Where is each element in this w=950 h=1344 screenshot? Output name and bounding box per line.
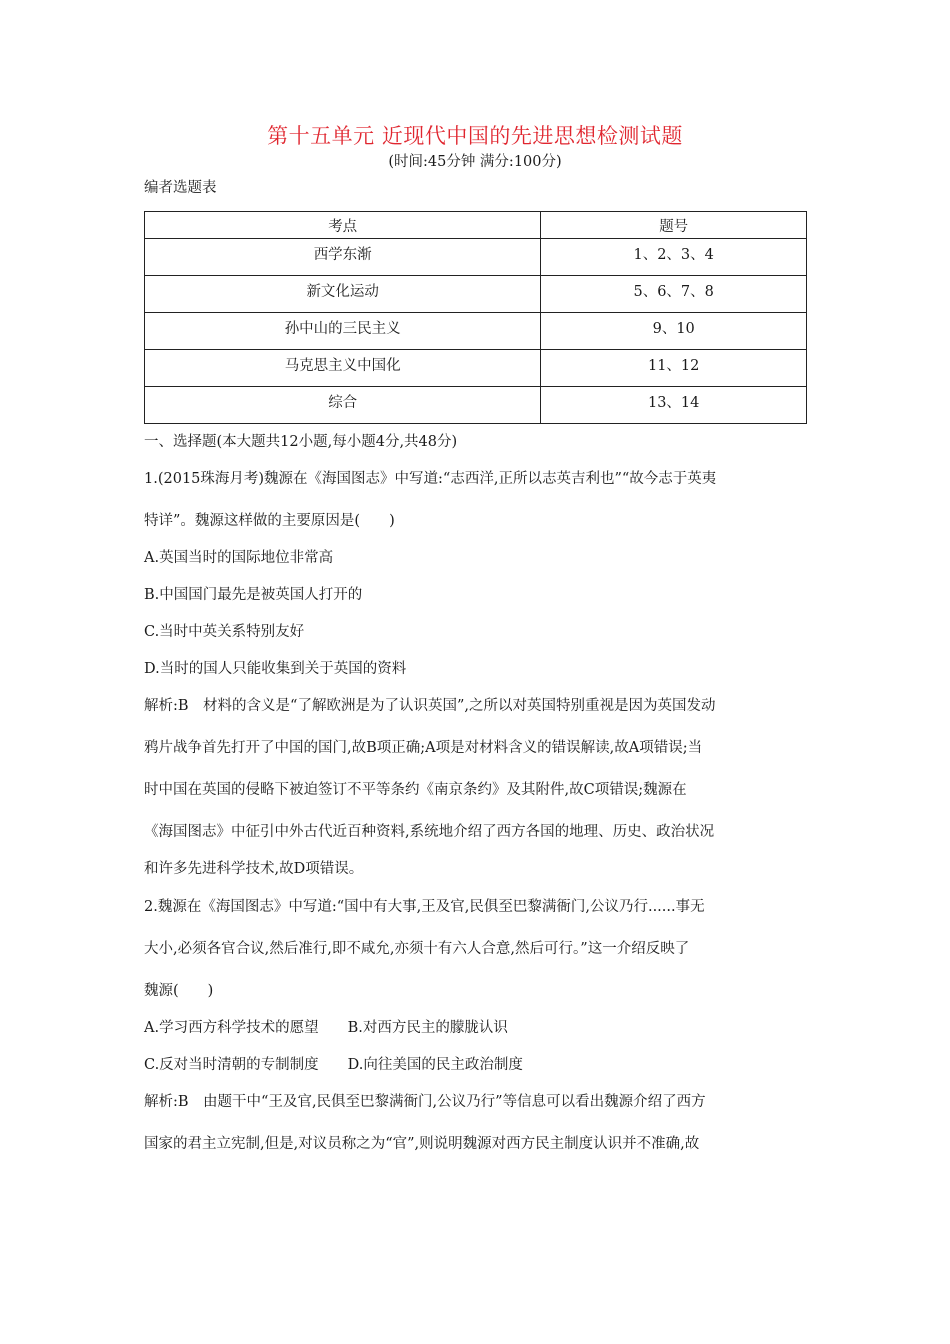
exam-info: (时间:45分钟 满分:100分) xyxy=(388,154,562,170)
topic-cell: 西学东渐 xyxy=(145,239,541,276)
q1-option-c: C.当时中英关系特别友好 xyxy=(144,624,305,640)
q1-analysis-line: 时中国在英国的侵略下被迫签订不平等条约《南京条约》及其附件,故C项错误;魏源在 xyxy=(144,782,687,798)
table-caption: 编者选题表 xyxy=(144,180,217,196)
topic-cell: 新文化运动 xyxy=(145,276,541,313)
question-no-cell: 13、14 xyxy=(541,387,807,424)
topic-cell: 综合 xyxy=(145,387,541,424)
question-no-cell: 1、2、3、4 xyxy=(541,239,807,276)
q1-option-b: B.中国国门最先是被英国人打开的 xyxy=(144,587,363,603)
q2-analysis-line: 解析:B 由题干中“王及官,民俱至巴黎满衙门,公议乃行”等信息可以看出魏源介绍了西方 xyxy=(144,1094,706,1110)
header-topic: 考点 xyxy=(145,212,541,239)
question-no-cell: 11、12 xyxy=(541,350,807,387)
q1-analysis-line: 和许多先进科学技术,故D项错误。 xyxy=(144,861,364,877)
q1-stem-line: 1.(2015珠海月考)魏源在《海国图志》中写道:“志西洋,正所以志英吉利也”“故今志于英夷 xyxy=(144,471,717,487)
question-no-cell: 9、10 xyxy=(541,313,807,350)
table-row xyxy=(145,239,807,276)
q1-analysis-line: 《海国图志》中征引中外古代近百种资料,系统地介绍了西方各国的地理、历史、政治状况 xyxy=(144,824,715,840)
topic-cell: 孙中山的三民主义 xyxy=(145,313,541,350)
q1-option-d: D.当时的国人只能收集到关于英国的资料 xyxy=(144,661,407,677)
q1-analysis-line: 解析:B 材料的含义是“了解欧洲是为了认识英国”,之所以对英国特别重视是因为英国发动 xyxy=(144,698,716,714)
table-row xyxy=(145,350,807,387)
q2-stem-line: 魏源( ) xyxy=(144,983,214,999)
table-row xyxy=(145,313,807,350)
topic-table xyxy=(144,211,807,424)
q1-stem-line: 特详”。魏源这样做的主要原因是( ) xyxy=(144,513,395,529)
section-heading: 一、选择题(本大题共12小题,每小题4分,共48分) xyxy=(144,434,458,450)
q2-options-line: A.学习西方科学技术的愿望 B.对西方民主的朦胧认识 xyxy=(144,1020,508,1036)
q2-stem-line: 大小,必须各官合议,然后准行,即不咸允,亦须十有六人合意,然后可行。”这一介绍反映了 xyxy=(144,941,690,957)
header-question-no: 题号 xyxy=(541,212,807,239)
table-row xyxy=(145,387,807,424)
table-row xyxy=(145,276,807,313)
page-title: 第十五单元 近现代中国的先进思想检测试题 xyxy=(267,124,683,148)
topic-cell: 马克思主义中国化 xyxy=(145,350,541,387)
q2-stem-line: 2.魏源在《海国图志》中写道:“国中有大事,王及官,民俱至巴黎满衙门,公议乃行......事无 xyxy=(144,899,705,915)
question-no-cell: 5、6、7、8 xyxy=(541,276,807,313)
table-header-row xyxy=(145,212,807,239)
q2-options-line: C.反对当时清朝的专制制度 D.向往美国的民主政治制度 xyxy=(144,1057,523,1073)
q2-analysis-line: 国家的君主立宪制,但是,对议员称之为“官”,则说明魏源对西方民主制度认识并不准确,故 xyxy=(144,1136,700,1152)
q1-option-a: A.英国当时的国际地位非常高 xyxy=(144,550,334,566)
q1-analysis-line: 鸦片战争首先打开了中国的国门,故B项正确;A项是对材料含义的错误解读,故A项错误;当 xyxy=(144,740,703,756)
